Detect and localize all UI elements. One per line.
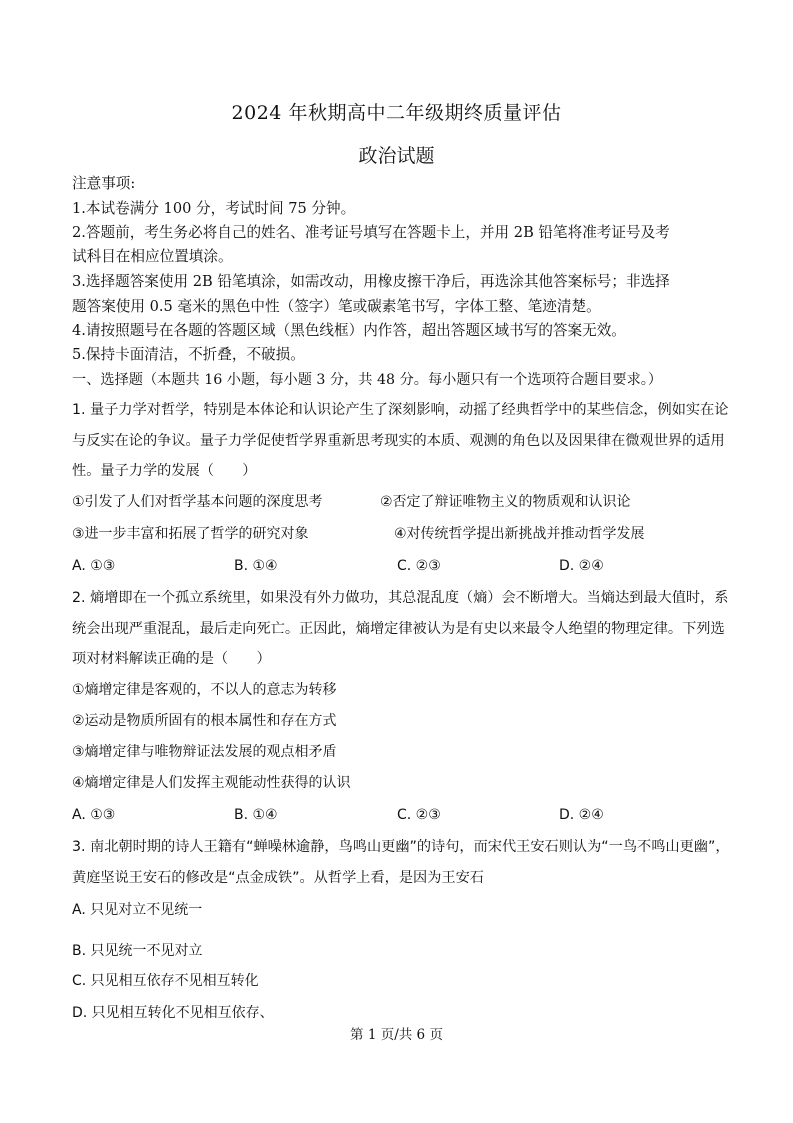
question-1-stem: 与反实在论的争议。量子力学促使哲学界重新思考现实的本质、观测的角色以及因果律在微观世界的适用 [72,433,725,449]
subject-title: 政治试题 [358,145,435,167]
question-2-option-d: D. ②④ [559,807,604,823]
exam-title: 2024 年秋期高中二年级期终质量评估 [231,102,562,124]
question-2-stem: 2. 熵增即在一个孤立系统里，如果没有外力做功，其总混乱度（熵）会不断增大。当熵达到最大值时，系 [72,590,729,606]
question-3-option-c: C. 只见相互依存不见相互转化 [72,973,259,989]
question-2-statement: ③熵增定律与唯物辩证法发展的观点相矛盾 [72,744,337,760]
question-3-option-a: A. 只见对立不见统一 [72,902,203,918]
notice-item: 题答案使用 0.5 毫米的黑色中性（签字）笔或碳素笔书写，字体工整、笔迹清楚。 [72,298,601,315]
question-2-stem: 统会出现严重混乱，最后走向死亡。正因此，熵增定律被认为是有史以来最令人绝望的物理定律。下列选 [72,621,725,637]
question-2-statement: ①熵增定律是客观的，不以人的意志为转移 [72,682,337,698]
question-1-option-d: D. ②④ [559,558,604,574]
question-1-option-c: C. ②③ [397,558,441,574]
notice-item: 试科目在相应位置填涂。 [72,248,233,265]
section-heading: 一、选择题（本题共 16 小题，每小题 3 分，共 48 分。每小题只有一个选项符合题目要求。） [72,372,663,388]
notice-item: 2.答题前，考生务必将自己的姓名、准考证号填写在答题卡上，并用 2B 铅笔将准考证号及考 [72,224,670,241]
question-1-statement: ①引发了人们对哲学基本问题的深度思考 [72,494,323,510]
question-1-statement: ③进一步丰富和拓展了哲学的研究对象 [72,526,309,542]
question-1-option-b: B. ①④ [234,558,278,574]
question-2-option-c: C. ②③ [397,807,441,823]
question-2-statement: ④熵增定律是人们发挥主观能动性获得的认识 [72,775,351,791]
question-3-stem: 黄庭坚说王安石的修改是“点金成铁”。从哲学上看，是因为王安石 [72,870,484,886]
notice-item: 1.本试卷满分 100 分，考试时间 75 分钟。 [72,200,356,217]
question-1-statement: ④对传统哲学提出新挑战并推动哲学发展 [394,526,645,542]
question-3-stem: 3. 南北朝时期的诗人王籍有“蝉噪林逾静，鸟鸣山更幽”的诗句，而宋代王安石则认为“一鸟不鸣山更幽”， [72,839,730,855]
page-number: 第 1 页/共 6 页 [350,1027,443,1043]
notice-item: 3.选择题答案使用 2B 铅笔填涂，如需改动，用橡皮擦干净后，再选涂其他答案标号；非选择 [72,273,670,290]
notice-item: 4.请按照题号在各题的答题区域（黑色线框）内作答，超出答题区域书写的答案无效。 [72,322,626,339]
question-2-option-b: B. ①④ [234,807,278,823]
notice-heading: 注意事项: [72,175,136,192]
question-1-statement: ②否定了辩证唯物主义的物质观和认识论 [380,494,631,510]
question-2-statement: ②运动是物质所固有的根本属性和存在方式 [72,713,337,729]
question-2-option-a: A. ①③ [72,807,116,823]
question-2-stem: 项对材料解读正确的是（ ） [72,651,271,667]
question-3-option-d: D. 只见相互转化不见相互依存、 [72,1005,274,1021]
question-1-stem: 性。量子力学的发展（ ） [72,463,257,479]
question-1-option-a: A. ①③ [72,558,116,574]
notice-item: 5.保持卡面清洁，不折叠，不破损。 [72,346,305,363]
question-3-option-b: B. 只见统一不见对立 [72,943,203,959]
question-1-stem: 1. 量子力学对哲学，特别是本体论和认识论产生了深刻影响，动摇了经典哲学中的某些信念，例如实在论 [72,402,729,418]
